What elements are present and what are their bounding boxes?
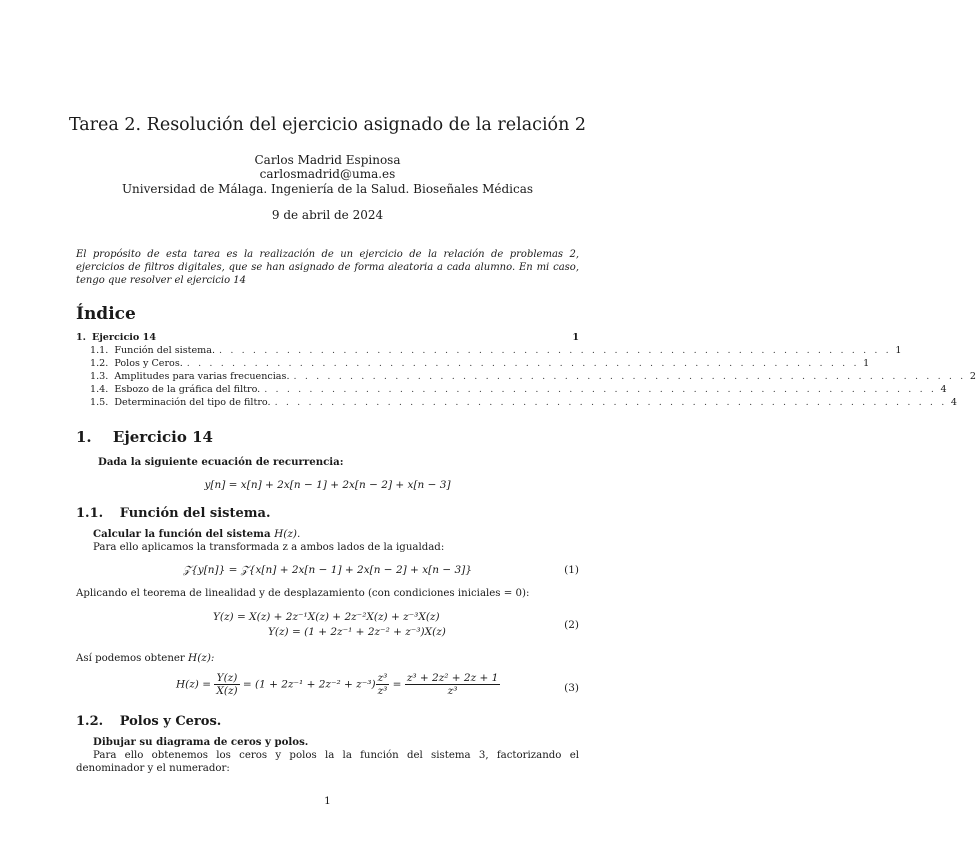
section1-lead: Dada la siguiente ecuación de recurrencia: <box>98 456 344 468</box>
section-heading-1-1 <box>76 506 270 521</box>
toc-entry-label: Determinación del tipo de filtro. <box>114 397 271 408</box>
document-title: Tarea 2. Resolución del ejercicio asignado de la relación 2 <box>68 115 587 135</box>
eq3-fraction-3 <box>405 672 500 697</box>
eq3-lhs: H(z) = <box>176 678 212 691</box>
equation-1: 𝒵{y[n]} = 𝒵{x[n] + 2x[n − 1] + 2x[n − 2] + x[n − 3]} <box>183 564 472 576</box>
eq3-fraction-1 <box>214 672 239 697</box>
eq3-middle: = (1 + 2z⁻¹ + 2z⁻² + z⁻³) <box>242 678 376 691</box>
fraction-denominator: X(z) <box>216 685 238 697</box>
toc-leader: . . . . . . . . . . . . . . . . . . . . . . . . . . . . . . . . . . . . . . . . . . . . . . . . . . . . . . . . . . . . <box>274 397 947 408</box>
fraction-numerator: Y(z) <box>214 672 239 685</box>
task-variable: H(z). <box>274 528 301 540</box>
section-heading-1 <box>76 428 213 446</box>
fraction-denominator: z³ <box>447 685 458 697</box>
abstract: El propósito de esta tarea es la realización de un ejercicio de la relación de problemas 2, ejercicios de filtros digitales, que se han asignado de forma aleatoria a cada alumno. En mi caso, tengo que resolver el ejercicio 14 <box>76 249 579 286</box>
section11-paragraph-3 <box>76 652 214 665</box>
toc-leader: . . . . . . . . . . . . . . . . . . . . . . . . . . . . . . . . . . . . . . . . . . . . . . . . . . . . . . . . . . . . <box>219 345 892 356</box>
toc-leader: . . . . . . . . . . . . . . . . . . . . . . . . . . . . . . . . . . . . . . . . . . . . . . . . . . . . . . . . . . . . <box>264 384 937 395</box>
equation-2-number: (2) <box>564 619 579 631</box>
toc-entry-page: 4 <box>940 384 947 395</box>
toc-entry-page: 1 <box>863 358 870 369</box>
toc-entry-label: Amplitudes para varias frecuencias. <box>114 371 290 382</box>
paragraph-variable: H(z): <box>188 652 215 664</box>
section12-task: Dibujar su diagrama de ceros y polos. <box>93 736 309 748</box>
toc-entry-page: 1 <box>895 345 902 356</box>
section-heading-1-2 <box>76 714 221 729</box>
page-number: 1 <box>324 795 331 807</box>
toc-entry-label: Ejercicio 14 <box>92 332 157 343</box>
paragraph-text: Así podemos obtener <box>76 653 189 664</box>
toc-entry-page: 1 <box>572 332 579 343</box>
equation-1-number: (1) <box>564 564 579 576</box>
eq3-equals: = <box>392 678 402 691</box>
fraction-numerator: z³ <box>377 672 388 684</box>
equation-2-line-2: Y(z) = (1 + 2z⁻¹ + 2z⁻² + z⁻³)X(z) <box>268 626 446 638</box>
toc-leader: . . . . . . . . . . . . . . . . . . . . . . . . . . . . . . . . . . . . . . . . . . . . . . . . . . . . . . . . . . . . <box>293 371 966 382</box>
equation-2-line-1: Y(z) = X(z) + 2z⁻¹X(z) + 2z⁻²X(z) + z⁻³X(z) <box>213 611 440 623</box>
toc-entry-1[interactable] <box>76 332 579 345</box>
toc-entry-number: 1.3. <box>90 371 109 382</box>
document-date: 9 de abril de 2024 <box>271 208 384 222</box>
section12-paragraph-1: Para ello obtenemos los ceros y polos la la función del sistema 3, factorizando el denominador y el numerador: <box>76 750 579 774</box>
equation-3-number: (3) <box>564 682 579 694</box>
toc-leader: . . . . . . . . . . . . . . . . . . . . . . . . . . . . . . . . . . . . . . . . . . . . . . . . . . . . . . . . . . . . <box>186 358 860 369</box>
toc-entry-number: 1.5. <box>90 397 109 408</box>
fraction-numerator: z³ + 2z² + 2z + 1 <box>406 672 499 684</box>
toc-entry-1-2[interactable] <box>76 358 870 371</box>
toc-entry-number: 1. <box>76 332 87 343</box>
toc-entry-number: 1.1. <box>90 345 109 356</box>
eq3-fraction-2 <box>376 672 390 697</box>
toc-entry-1-4[interactable] <box>76 384 947 397</box>
toc-entry-label: Polos y Ceros. <box>114 358 183 369</box>
toc-entry-page: 4 <box>950 397 957 408</box>
toc-entry-1-1[interactable] <box>76 345 902 358</box>
section11-paragraph-2: Aplicando el teorema de linealidad y de desplazamiento (con condiciones iniciales = 0): <box>76 588 530 599</box>
fraction-denominator: z³ <box>377 685 388 697</box>
author-name: Carlos Madrid Espinosa <box>254 153 401 167</box>
task-text: Calcular la función del sistema <box>93 528 275 540</box>
author-affiliation: Universidad de Málaga. Ingeniería de la Salud. Bioseñales Médicas <box>121 182 534 196</box>
section-title: Función del sistema. <box>119 506 271 521</box>
section-title: Polos y Ceros. <box>119 714 222 729</box>
section-title: Ejercicio 14 <box>112 428 213 446</box>
section-number: 1. <box>76 428 92 446</box>
section-number: 1.2. <box>76 714 104 729</box>
section11-paragraph-1: Para ello aplicamos la transformada z a ambos lados de la igualdad: <box>93 542 445 553</box>
section11-task <box>93 528 300 541</box>
toc-entry-label: Función del sistema. <box>114 345 216 356</box>
toc-entry-number: 1.2. <box>90 358 109 369</box>
toc-entry-page: 2 <box>969 371 976 382</box>
toc-heading: Índice <box>76 304 136 324</box>
toc-entry-1-3[interactable] <box>76 371 976 384</box>
toc-entry-number: 1.4. <box>90 384 109 395</box>
section-number: 1.1. <box>76 506 104 521</box>
toc-entry-1-5[interactable] <box>76 397 957 410</box>
author-email: carlosmadrid@uma.es <box>259 167 396 181</box>
recurrence-equation: y[n] = x[n] + 2x[n − 1] + 2x[n − 2] + x[n − 3] <box>204 479 451 491</box>
toc-entry-label: Esbozo de la gráfica del filtro. <box>114 384 261 395</box>
equation-3 <box>176 672 500 697</box>
